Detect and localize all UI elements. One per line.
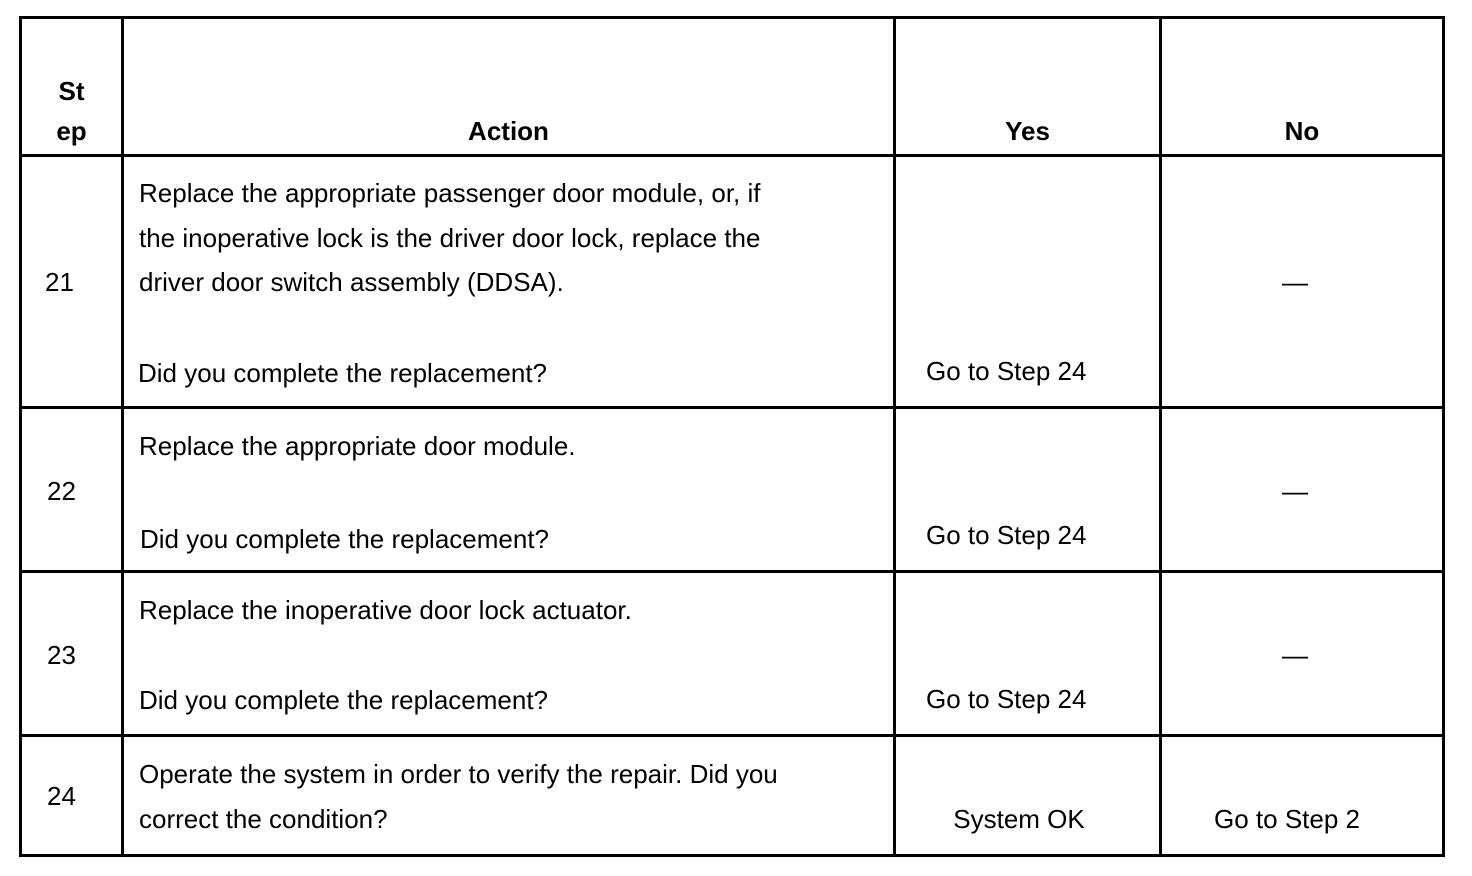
no-result: —: [1282, 267, 1308, 297]
yes-result: Go to Step 24: [926, 520, 1087, 550]
step-number: 24: [47, 781, 76, 811]
action-text: Replace the inoperative door lock actuator.: [139, 595, 632, 625]
header-step-line2: ep: [56, 116, 87, 146]
no-result: —: [1282, 476, 1308, 506]
header-yes: Yes: [1005, 116, 1050, 146]
yes-result: Go to Step 24: [926, 356, 1087, 386]
action-question: Did you complete the replacement?: [139, 685, 549, 715]
header-action: Action: [468, 116, 549, 146]
yes-result: System OK: [953, 804, 1085, 834]
row-divider: [19, 406, 1445, 409]
action-text: Replace the appropriate passenger door module, or, if: [139, 178, 761, 208]
action-text: driver door switch assembly (DDSA).: [139, 267, 564, 297]
table-border-right: [1442, 16, 1445, 857]
header-no: No: [1284, 116, 1320, 146]
header-divider: [19, 154, 1445, 157]
step-number: 23: [47, 640, 76, 670]
action-text: correct the condition?: [139, 804, 388, 834]
action-question: Did you complete the replacement?: [138, 358, 548, 388]
row-divider: [19, 734, 1445, 737]
row-divider: [19, 570, 1445, 573]
no-result: Go to Step 2: [1214, 804, 1360, 834]
action-text: Replace the appropriate door module.: [139, 431, 576, 461]
header-step-line1: St: [58, 76, 85, 106]
step-number: 21: [45, 267, 74, 297]
action-text: the inoperative lock is the driver door lock, replace the: [139, 223, 761, 253]
step-number: 22: [47, 476, 76, 506]
no-result: —: [1282, 640, 1308, 670]
table-border-top: [19, 16, 1445, 19]
table-border-bottom: [19, 854, 1445, 857]
yes-result: Go to Step 24: [926, 684, 1087, 714]
action-text: Operate the system in order to verify the repair. Did you: [139, 759, 778, 789]
action-question: Did you complete the replacement?: [140, 524, 550, 554]
